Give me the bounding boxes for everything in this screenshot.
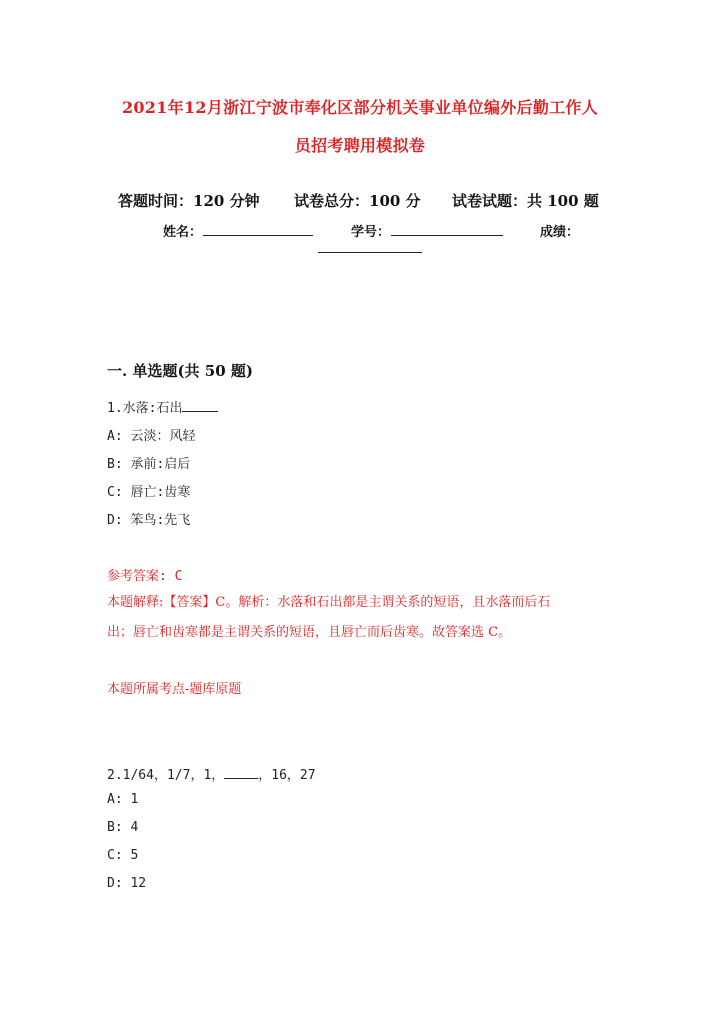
question-1-source: 本题所属考点-题库原题 <box>107 682 242 697</box>
question-2-stem <box>107 764 316 783</box>
question-2-stem-part-1: 2.1/64，1/7，1， <box>107 768 225 783</box>
question-1-explanation-line-1: 本题解释:【答案】C。解析：水落和石出都是主谓关系的短语，且水落而后石 <box>107 595 551 610</box>
question-1-explanation-line-2: 出；唇亡和齿寒都是主谓关系的短语，且唇亡而后齿寒。故答案选 C。 <box>107 625 512 640</box>
student-id-field[interactable] <box>391 235 503 236</box>
score-label: 成绩： <box>540 225 580 240</box>
question-1-stem <box>107 397 218 416</box>
question-1-stem-text: 1.水落:石出 <box>107 401 183 416</box>
name-field[interactable] <box>203 235 313 236</box>
section-title: 一. 单选题(共 50 题) <box>107 362 253 380</box>
question-2-option-a: A: 1 <box>107 792 139 807</box>
student-id-label: 学号： <box>351 225 391 240</box>
score-field[interactable] <box>318 252 422 253</box>
exam-question-count: 试卷试题：共 100 题 <box>452 192 599 210</box>
exam-time: 答题时间：120 分钟 <box>118 192 260 210</box>
question-2-option-c: C: 5 <box>107 848 139 863</box>
question-1-option-c: C: 唇亡:齿寒 <box>107 485 191 500</box>
question-1-option-b: B: 承前:启后 <box>107 457 191 472</box>
question-2-stem-part-2: ，16，27 <box>258 768 316 783</box>
exam-total-score: 试卷总分：100 分 <box>294 192 421 210</box>
question-2-option-b: B: 4 <box>107 820 139 835</box>
question-2-option-d: D: 12 <box>107 876 147 891</box>
question-1-answer: 参考答案: C <box>107 569 183 584</box>
exam-title-line-2: 员招考聘用模拟卷 <box>294 136 426 155</box>
question-2-blank <box>224 778 258 779</box>
question-1-option-a: A: 云淡：风轻 <box>107 429 196 444</box>
question-1-blank <box>182 411 218 412</box>
question-1-option-d: D: 笨鸟:先飞 <box>107 513 191 528</box>
exam-title-line-1: 2021年12月浙江宁波市奉化区部分机关事业单位编外后勤工作人 <box>121 98 599 117</box>
question-1-explanation <box>107 588 617 648</box>
name-label: 姓名： <box>163 225 203 240</box>
